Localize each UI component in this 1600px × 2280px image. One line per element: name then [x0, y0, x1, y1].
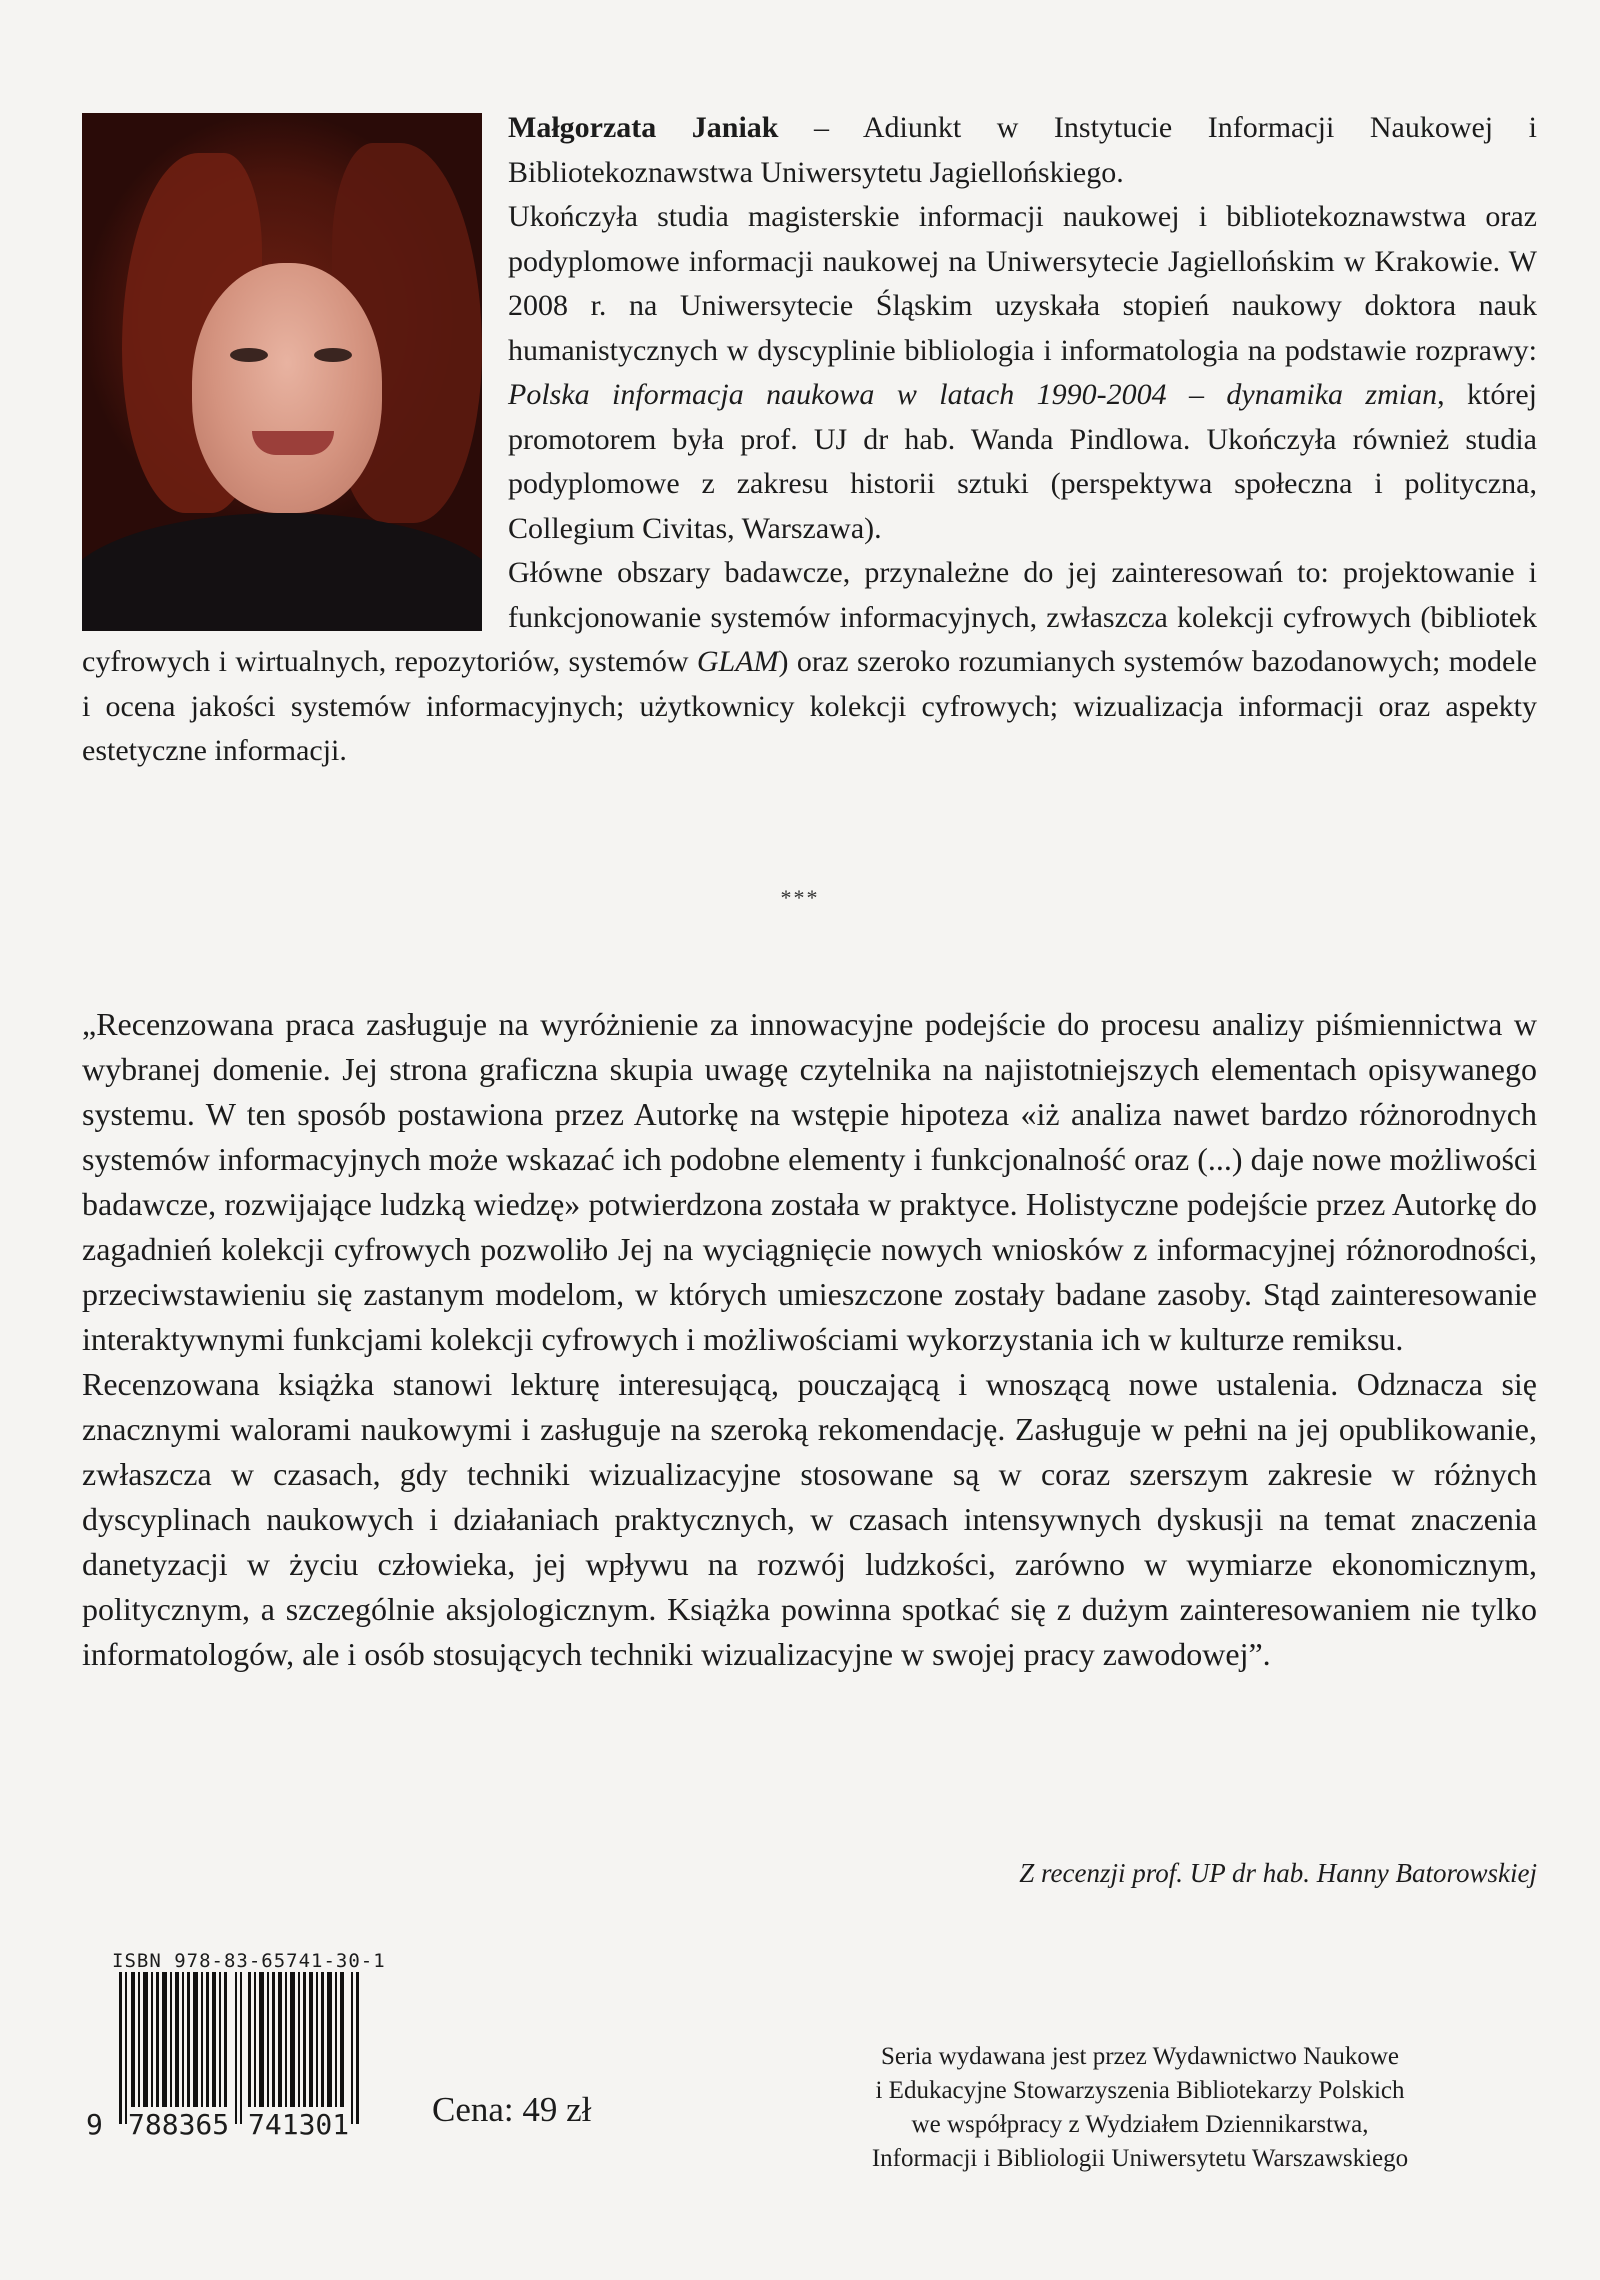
section-separator: *** [780, 885, 820, 910]
review-quote [82, 1002, 1537, 1677]
bio-education-text-b: , której promotorem była prof. UJ dr hab. Wanda Pindlowa. Ukończyła również studia podyplomowe z zakresu historii sztuki (perspektywa społeczna i polityczna, Collegium Civitas, Warszawa). [508, 378, 1537, 545]
barcode-left-digits: 788365 [128, 2108, 230, 2141]
series-line-4: Informacji i Bibliologii Uniwersytetu Warszawskiego [871, 2145, 1409, 2172]
glam-term: GLAM [696, 645, 779, 678]
series-line-2: i Edukacyjne Stowarzyszenia Bibliotekarzy Polskich [875, 2077, 1405, 2104]
review-paragraph-2: Recenzowana książka stanowi lekturę interesującą, pouczającą i wnoszącą nowe ustalenia. Odznacza się znacznymi walorami naukowymi i zasługuje na szeroką rekomendację. Zasługuje w pełni na jej opublikowanie, zwłaszcza w czasach, gdy techniki wizualizacyjne stosowane są w coraz szerszym zakresie w różnych dyscyplinach naukowych i działaniach praktycznych, w czasach intensywnych dyskusji na temat znaczenia danetyzacji w życiu człowieka, jej wpływu na rozwój ludzkości, zarówno w wymiarze ekonomicznym, politycznym, a szczególnie aksjologicznym. Książka powinna spotkać się z dużym zainteresowaniem nie tylko informatologów, ale i osób stosujących techniki wizualizacyjne w swojej pracy zawodowej”. [82, 1366, 1537, 1672]
series-line-1: Seria wydawana jest przez Wydawnictwo Naukowe [881, 2043, 1399, 2070]
review-source: Z recenzji prof. UP dr hab. Hanny Batorowskiej [1019, 1858, 1537, 1888]
barcode-first-digit: 9 [86, 2108, 103, 2141]
barcode-icon [105, 1972, 385, 2124]
bio-education-text-a: Ukończyła studia magisterskie informacji naukowej i bibliotekoznawstwa oraz podyplomowe informacji naukowej na Uniwersytecie Jagiellońskim w Krakowie. W 2008 r. na Uniwersytecie Śląskim uzyskała stopień naukowy doktora nauk humanistycznych w dyscyplinie bibliologia i informatologia na podstawie rozprawy: [508, 200, 1537, 367]
isbn-label: ISBN 978-83-65741-30-1 [112, 1950, 386, 1972]
bio-research-text-a: Główne obszary badawcze, przynależne do jej zainteresowań to: projektowanie i funkcjonowanie systemów informacyjnych, zwłaszcza kolekcji cyfrowych (bibliotek cyfrowych i wirtualnych, repozytoriów, systemów [82, 556, 1537, 678]
dissertation-title: Polska informacja naukowa w latach 1990-2004 – dynamika zmian [508, 378, 1438, 411]
price: Cena: 49 zł [432, 2090, 592, 2129]
photo-spacer [82, 106, 508, 626]
review-paragraph-1: „Recenzowana praca zasługuje na wyróżnienie za innowacyjne podejście do procesu analizy piśmiennictwa w wybranej domenie. Jej strona graficzna skupia uwagę czytelnika na najistotniejszych elementach opisywanego systemu. W ten sposób postawiona przez Autorkę na wstępie hipoteza «iż analiza nawet bardzo różnorodnych systemów informacyjnych może wskazać ich podobne elementy i funkcjonalność oraz (...) daje nowe możliwości badawcze, rozwijające ludzką wiedzę» potwierdzona została w praktyce. Holistyczne podejście przez Autorkę do zagadnień kolekcji cyfrowych pozwoliło Jej na wyciągnięcie nowych wniosków z informacyjnej różnorodności, przeciwstawieniu się zastanym modelom, w których umieszczone zostały badane zasoby. Stąd zainteresowanie interaktywnymi funkcjami kolekcji cyfrowych i możliwościami wykorzystania ich w kulturze remiksu. [82, 1006, 1537, 1357]
series-line-3: we współpracy z Wydziałem Dziennikarstwa, [911, 2111, 1369, 2138]
author-bio [82, 106, 1537, 774]
author-position: – Adiunkt w Instytucie Informacji Naukowej i Bibliotekoznawstwa Uniwersytetu Jagiellońskiego. [508, 111, 1537, 189]
bio-research-text-b: ) oraz szeroko rozumianych systemów bazodanowych; modele i ocena jakości systemów informacyjnych; użytkownicy kolekcji cyfrowych; wizualizacja informacji oraz aspekty estetyczne informacji. [82, 645, 1537, 767]
barcode-right-digits: 741301 [248, 2108, 350, 2141]
series-note [780, 2040, 1500, 2176]
author-name: Małgorzata Janiak [508, 111, 779, 144]
